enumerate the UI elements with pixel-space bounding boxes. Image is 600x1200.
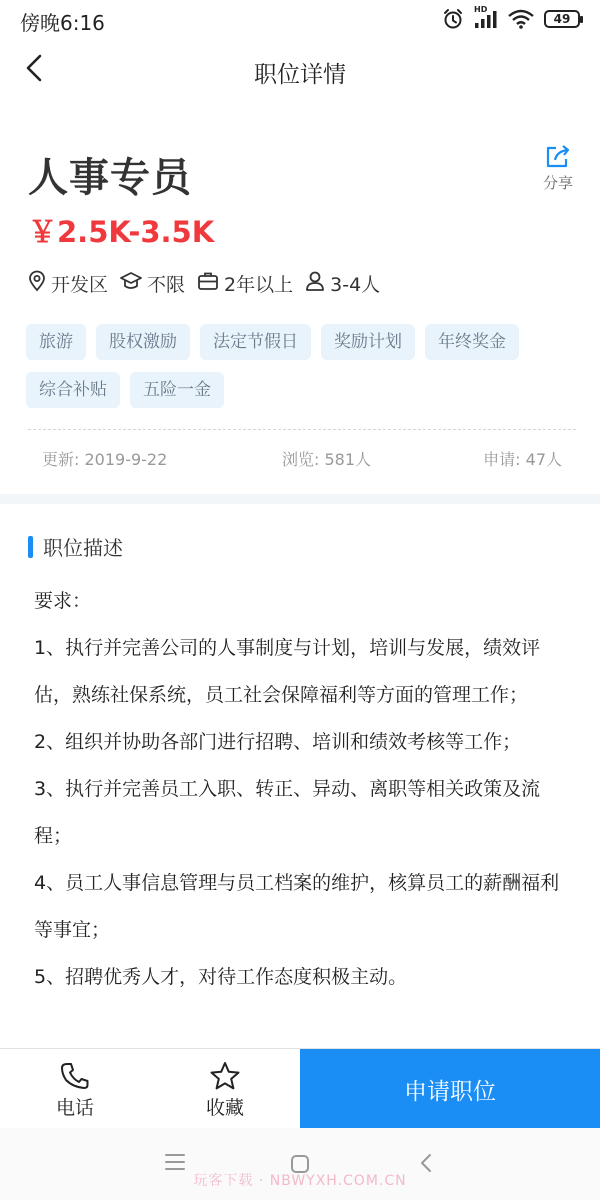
share-icon	[538, 144, 578, 170]
benefit-tag: 五险一金	[130, 372, 224, 408]
status-bar	[0, 0, 600, 38]
watermark: 玩客下载 · NBWYXH.COM.CN	[193, 1173, 407, 1189]
application-count: 申请: 47人	[483, 450, 562, 469]
description-body	[34, 578, 564, 1001]
person-icon	[305, 270, 330, 297]
battery-indicator: 49	[544, 10, 580, 28]
status-icons	[442, 5, 580, 30]
header	[0, 38, 600, 104]
network-label: HD	[474, 5, 488, 14]
headcount-text: 3-4人	[330, 274, 381, 296]
view-count: 浏览: 581人	[282, 450, 372, 469]
call-label: 电话	[55, 1097, 94, 1119]
job-meta-row	[28, 270, 392, 297]
description-header	[28, 532, 123, 561]
description-line: 2、组织并协助各部门进行招聘、培训和绩效考核等工作；	[34, 731, 522, 753]
description-line: 3、执行并完善员工入职、转正、异动、离职等相关政策及流程；	[34, 778, 541, 847]
location-pin-icon	[28, 270, 51, 297]
experience-meta	[197, 270, 293, 297]
phone-icon	[0, 1061, 150, 1091]
update-date: 更新: 2019-9-22	[42, 450, 168, 469]
share-button[interactable]	[538, 144, 578, 198]
call-button[interactable]	[0, 1049, 150, 1129]
description-line: 要求：	[34, 590, 92, 612]
page-title: 职位详情	[254, 62, 346, 88]
benefit-tag: 综合补贴	[26, 372, 120, 408]
salary: ￥2.5K-3.5K	[28, 215, 215, 249]
apply-button[interactable]: 申请职位	[300, 1049, 600, 1129]
headcount-meta	[305, 270, 380, 297]
description-title: 职位描述	[43, 536, 123, 560]
signal-icon	[474, 5, 498, 29]
job-stats	[42, 447, 562, 471]
system-nav-bar	[0, 1128, 600, 1200]
alarm-icon	[442, 8, 464, 30]
job-title: 人事专员	[28, 155, 192, 201]
status-time: 傍晚6:16	[20, 11, 105, 35]
favorite-button[interactable]	[150, 1049, 300, 1129]
benefit-tag: 奖励计划	[321, 324, 415, 360]
favorite-label: 收藏	[205, 1097, 244, 1119]
benefit-tag: 旅游	[26, 324, 86, 360]
education-meta	[120, 270, 185, 297]
stats-divider	[28, 429, 576, 430]
benefit-tag: 年终奖金	[425, 324, 519, 360]
bottom-action-bar	[0, 1048, 600, 1128]
briefcase-icon	[197, 271, 224, 296]
description-line: 4、员工人事信息管理与员工档案的维护，核算员工的薪酬福利等事宜；	[34, 872, 560, 941]
section-accent-bar	[28, 536, 33, 558]
benefit-tag: 股权激励	[96, 324, 190, 360]
description-line: 5、招聘优秀人才，对待工作态度积极主动。	[34, 966, 408, 988]
benefit-tag: 法定节假日	[200, 324, 311, 360]
location-text: 开发区	[51, 274, 109, 296]
wifi-icon	[508, 9, 534, 29]
description-line: 1、执行并完善公司的人事制度与计划，培训与发展，绩效评估，熟练社保系统，员工社会保障福利等方面的管理工作；	[34, 637, 541, 706]
experience-text: 2年以上	[224, 274, 294, 296]
graduation-cap-icon	[120, 271, 147, 296]
share-label: 分享	[542, 174, 573, 192]
education-text: 不限	[147, 274, 186, 296]
star-icon	[150, 1061, 300, 1091]
section-divider	[0, 494, 600, 504]
benefit-tags	[26, 324, 586, 420]
location-meta	[28, 270, 108, 297]
